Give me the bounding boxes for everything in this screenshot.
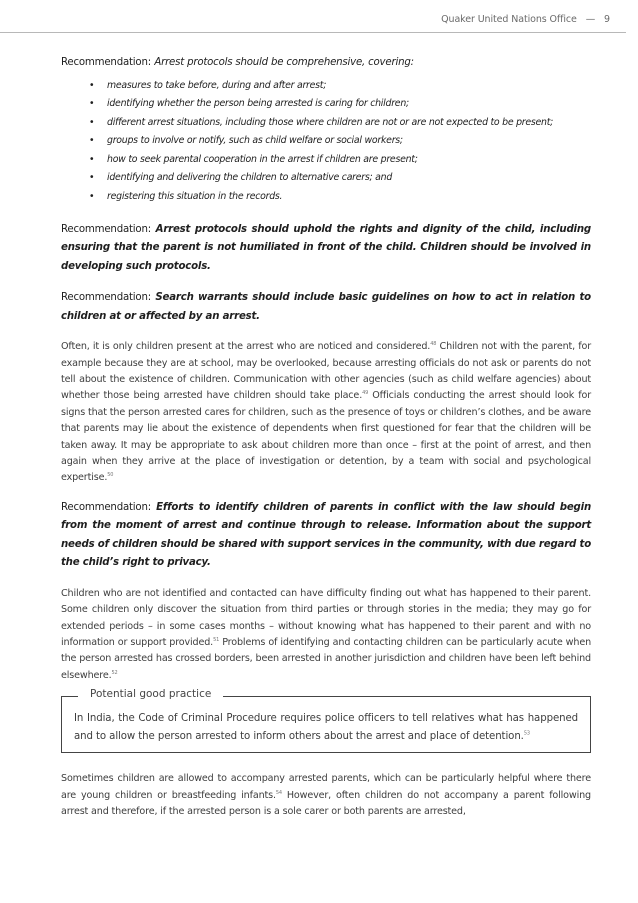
header-rule <box>0 32 626 33</box>
good-practice-title: Potential good practice <box>78 688 223 700</box>
paragraph-text: In India, the Code of Criminal Procedure requires police officers to tell relatives what has happened and to allow the person arrested to inform others about the arrest and place of detention. <box>74 713 578 742</box>
list-item: • how to seek parental cooperation in the arrest if children are present; <box>89 151 591 170</box>
paragraph-accompany-parents <box>61 771 591 820</box>
recommendation-label: Recommendation: <box>61 223 151 235</box>
list-item: • groups to involve or notify, such as child welfare or social workers; <box>89 132 591 151</box>
paragraph-text: Sometimes children are allowed to accompany arrested parents, which can be particularly helpful where there are young children or breastfeeding infants. <box>61 773 591 801</box>
publisher-name: Quaker United Nations Office <box>441 14 577 25</box>
running-header <box>441 14 610 25</box>
list-item: • identifying whether the person being arrested is caring for children; <box>89 95 591 114</box>
paragraph-text: Problems of identifying and contacting children can be particularly acute when the person arrested has crossed borders, been arrested in another jurisdiction and children have been left behind elsewhere. <box>61 637 591 681</box>
recommendation-arrest-protocols <box>61 54 591 73</box>
recommendation-label: Recommendation: <box>61 57 151 68</box>
footnote-ref: 51 <box>213 636 220 643</box>
recommendation-label: Recommendation: <box>61 292 151 304</box>
good-practice-text <box>74 710 578 745</box>
recommendation-rights-dignity <box>61 221 591 277</box>
recommendation-identify-children <box>61 499 591 573</box>
list-item: • identifying and delivering the children to alternative carers; and <box>89 169 591 188</box>
footnote-ref: 52 <box>111 669 118 676</box>
recommendation-text: Efforts to identify children of parents in conflict with the law should begin from the moment of arrest and continue through to release. Information about the support needs of children should be shared with support services in the community, with due regard to the child’s right to privacy. <box>61 501 591 569</box>
paragraph-text: Officials conducting the arrest should look for signs that the person arrested cares for children, such as the presence of toys or children’s clothes, and be aware that parents may lie about the existence of dependents when first questioned for fear that the children will be taken away. It may be appropriate to ask about children more than once – first at the point of arrest, and then again when they arrive at the place of investigation or detention, by a team with social and psychological expertise. <box>61 390 591 484</box>
paragraph-children-noticed <box>61 339 591 487</box>
recommendation-text: Arrest protocols should uphold the rights and dignity of the child, including ensuring that the parent is not humiliated in front of the child. Children should be involved in developing such protocols. <box>61 223 591 272</box>
recommendation-label: Recommendation: <box>61 501 151 513</box>
recommendation-search-warrants <box>61 289 591 326</box>
good-practice-box <box>61 688 591 753</box>
recommendation-text: Arrest protocols should be comprehensive, covering: <box>154 57 414 68</box>
list-item: • registering this situation in the records. <box>89 188 591 207</box>
list-item: • measures to take before, during and after arrest; <box>89 77 591 96</box>
footnote-ref: 49 <box>362 390 369 397</box>
paragraph-text: However, often children do not accompany a parent following arrest and therefore, if the arrested person is a sole carer or both parents are arrested, <box>61 789 591 818</box>
footnote-ref: 48 <box>430 340 437 347</box>
page-number: 9 <box>604 14 610 25</box>
list-item: • different arrest situations, including those where children are not or are not expected to be present; <box>89 114 591 133</box>
page-content <box>61 54 591 833</box>
paragraph-text: Children not with the parent, for example because they are at school, may be overlooked, because arresting officials do not ask or parents do not tell about the existence of children. Communication with other agencies (such as child welfare agencies) about whether those being arrested have children should take place. <box>61 341 591 402</box>
paragraph-text: Often, it is only children present at the arrest who are noticed and considered. <box>61 341 431 353</box>
footnote-ref: 53 <box>523 730 530 737</box>
recommendation-text: Search warrants should include basic guidelines on how to act in relation to children at or affected by an arrest. <box>61 292 591 322</box>
paragraph-children-not-identified <box>61 586 591 684</box>
footnote-ref: 50 <box>107 472 114 479</box>
arrest-protocol-list <box>61 77 591 207</box>
paragraph-text: Children who are not identified and contacted can have difficulty finding out what has happened to their parent. Some children only discover the situation from third parties or through stories in the media; they may go for extended periods – in some cases months – without knowing what has happened to their parent and with no information or support provided. <box>61 587 591 649</box>
header-dash: — <box>585 14 596 25</box>
footnote-ref: 54 <box>275 789 282 796</box>
